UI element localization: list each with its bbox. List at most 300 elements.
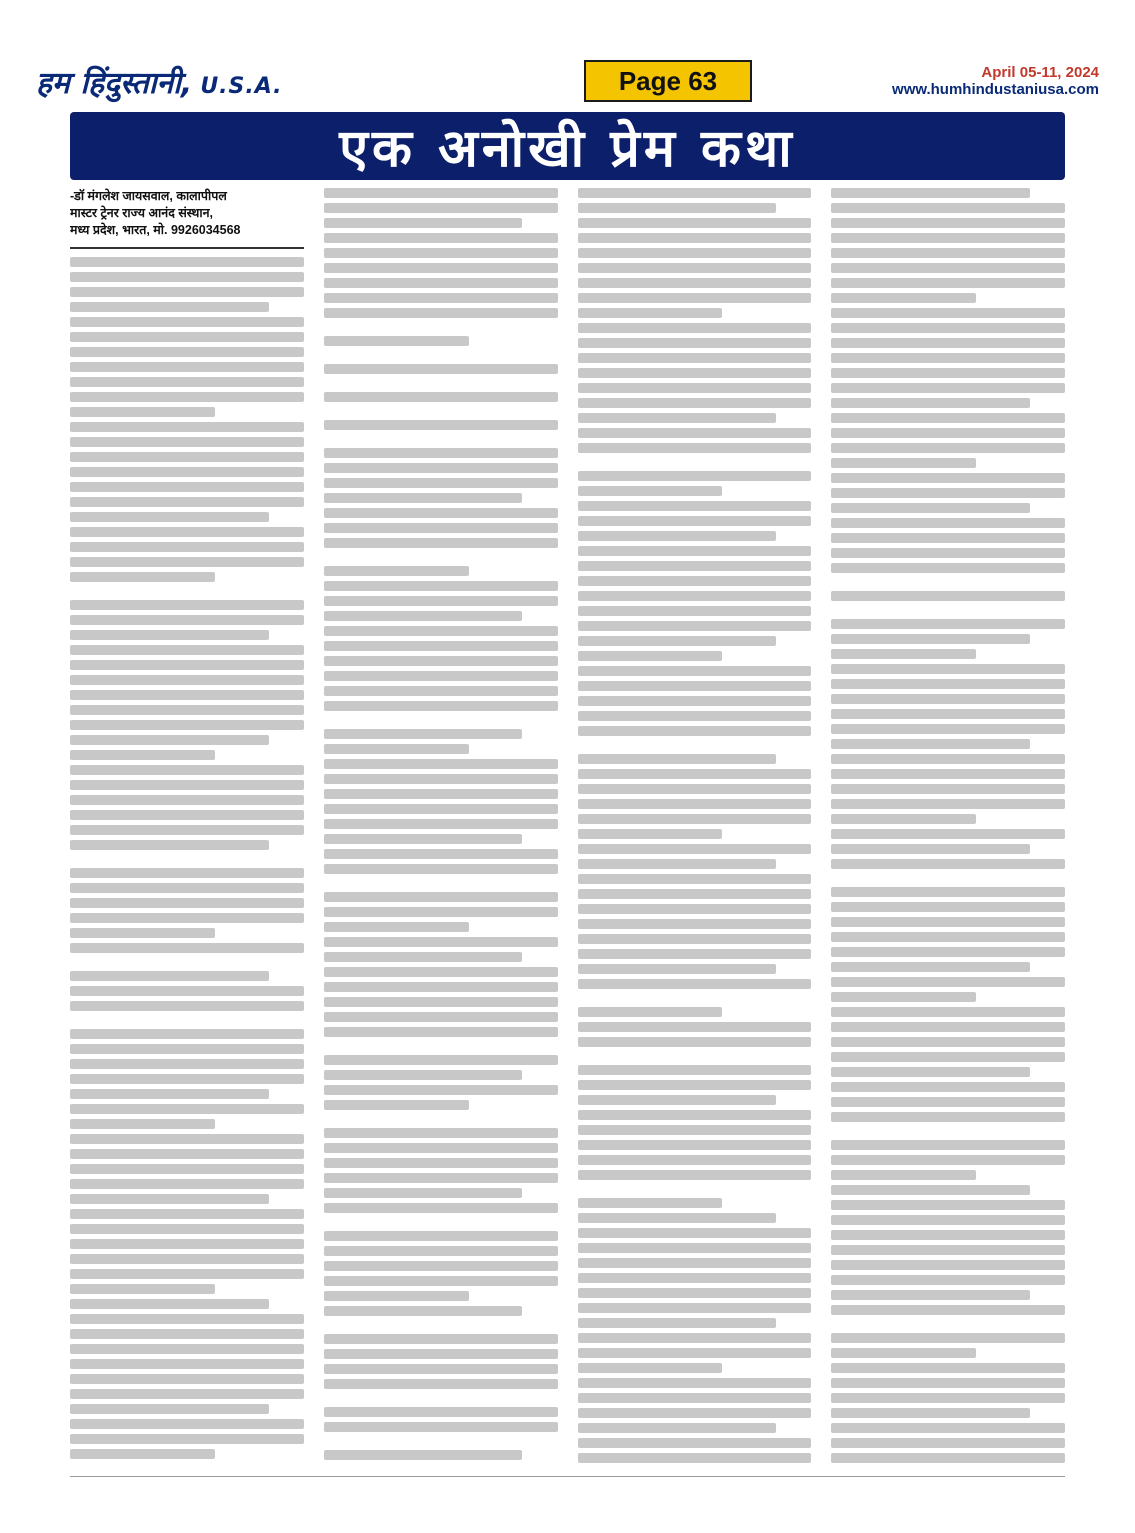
text-line-placeholder [70, 392, 304, 402]
text-line-placeholder [831, 338, 1065, 348]
text-line-placeholder [831, 368, 1065, 378]
text-line-placeholder [70, 527, 304, 537]
text-line-placeholder [324, 774, 558, 784]
text-line-placeholder [578, 726, 812, 736]
text-line-placeholder [578, 1110, 812, 1120]
text-line-placeholder [831, 709, 1065, 719]
text-line-placeholder [578, 784, 812, 794]
text-line-placeholder [70, 302, 269, 312]
text-line-placeholder [578, 413, 777, 423]
text-line-placeholder [578, 1318, 777, 1328]
text-line-placeholder [578, 606, 812, 616]
text-line-placeholder [831, 1037, 1065, 1047]
text-line-placeholder [324, 1364, 558, 1374]
text-line-placeholder [831, 1155, 1065, 1165]
headline-banner [70, 112, 1065, 180]
text-line-placeholder [831, 1453, 1065, 1463]
text-line-placeholder [70, 1344, 304, 1354]
text-line-placeholder [70, 1164, 304, 1174]
text-line-placeholder [70, 1029, 304, 1039]
text-line-placeholder [831, 932, 1065, 942]
text-line-placeholder [831, 1215, 1065, 1225]
text-line-placeholder [578, 666, 812, 676]
text-line-placeholder [578, 1155, 812, 1165]
text-line-placeholder [578, 561, 812, 571]
text-line-placeholder [324, 759, 558, 769]
text-line-placeholder [831, 1112, 1065, 1122]
page-number-box: Page 63 [584, 60, 752, 102]
text-line-placeholder [578, 248, 812, 258]
text-line-placeholder [578, 1228, 812, 1238]
text-line-placeholder [324, 1143, 558, 1153]
text-line-placeholder [324, 1306, 523, 1316]
body-text-placeholder [831, 188, 1065, 1463]
text-line-placeholder [324, 203, 558, 213]
text-line-placeholder [578, 1363, 723, 1373]
text-line-placeholder [578, 428, 812, 438]
text-line-placeholder [324, 1291, 469, 1301]
text-line-placeholder [831, 548, 1065, 558]
text-line-placeholder [831, 278, 1065, 288]
text-line-placeholder [324, 523, 558, 533]
text-line-placeholder [70, 1044, 304, 1054]
text-line-placeholder [324, 1128, 558, 1138]
text-line-placeholder [578, 1393, 812, 1403]
text-line-placeholder [578, 1408, 812, 1418]
article-headline: एक अनोखी प्रेम कथा [339, 118, 796, 179]
text-line-placeholder [70, 422, 304, 432]
text-line-placeholder [831, 591, 1065, 601]
text-line-placeholder [70, 1254, 304, 1264]
text-line-placeholder [578, 949, 812, 959]
text-line-placeholder [831, 977, 1065, 987]
text-line-placeholder [70, 630, 269, 640]
text-line-placeholder [70, 840, 269, 850]
text-line-placeholder [70, 705, 304, 715]
text-line-placeholder [578, 1333, 812, 1343]
text-line-placeholder [578, 471, 812, 481]
text-line-placeholder [578, 368, 812, 378]
byline-line-1: -डॉ मंगलेश जायसवाल, कालापीपल [70, 189, 227, 203]
text-line-placeholder [70, 452, 304, 462]
text-line-placeholder [578, 919, 812, 929]
article-column-3 [578, 188, 812, 1469]
text-line-placeholder [70, 645, 304, 655]
text-line-placeholder [578, 1198, 723, 1208]
text-line-placeholder [578, 681, 812, 691]
text-line-placeholder [831, 1393, 1065, 1403]
text-line-placeholder [831, 518, 1065, 528]
text-line-placeholder [324, 336, 469, 346]
text-line-placeholder [324, 834, 523, 844]
text-line-placeholder [831, 1333, 1065, 1343]
text-line-placeholder [324, 1450, 523, 1460]
text-line-placeholder [70, 362, 304, 372]
text-line-placeholder [70, 898, 304, 908]
text-line-placeholder [578, 323, 812, 333]
text-line-placeholder [324, 1027, 558, 1037]
byline-line-3: मध्य प्रदेश, भारत, मो. 9926034568 [70, 223, 241, 237]
text-line-placeholder [70, 1359, 304, 1369]
text-line-placeholder [831, 844, 1030, 854]
text-line-placeholder [578, 1378, 812, 1388]
text-line-placeholder [70, 883, 304, 893]
text-line-placeholder [578, 398, 812, 408]
text-line-placeholder [831, 1097, 1065, 1107]
article-body [70, 188, 1065, 1469]
text-line-placeholder [324, 463, 558, 473]
text-line-placeholder [324, 392, 558, 402]
text-line-placeholder [70, 332, 304, 342]
text-line-placeholder [578, 546, 812, 556]
text-line-placeholder [324, 626, 558, 636]
text-line-placeholder [70, 482, 304, 492]
text-line-placeholder [578, 486, 723, 496]
text-line-placeholder [70, 660, 304, 670]
text-line-placeholder [831, 769, 1065, 779]
text-line-placeholder [831, 917, 1065, 927]
text-line-placeholder [324, 1334, 558, 1344]
text-line-placeholder [578, 218, 812, 228]
text-line-placeholder [831, 308, 1065, 318]
text-line-placeholder [831, 1363, 1065, 1373]
text-line-placeholder [70, 1074, 304, 1084]
text-line-placeholder [324, 804, 558, 814]
text-line-placeholder [324, 1349, 558, 1359]
text-line-placeholder [578, 353, 812, 363]
text-line-placeholder [70, 1089, 269, 1099]
text-line-placeholder [70, 1314, 304, 1324]
text-line-placeholder [324, 744, 469, 754]
text-line-placeholder [70, 735, 269, 745]
text-line-placeholder [578, 1007, 723, 1017]
text-line-placeholder [831, 634, 1030, 644]
text-line-placeholder [831, 649, 976, 659]
text-line-placeholder [831, 503, 1030, 513]
text-line-placeholder [70, 795, 304, 805]
text-line-placeholder [831, 1275, 1065, 1285]
text-line-placeholder [324, 1055, 558, 1065]
text-line-placeholder [578, 1140, 812, 1150]
text-line-placeholder [324, 420, 558, 430]
text-line-placeholder [831, 754, 1065, 764]
text-line-placeholder [324, 1379, 558, 1389]
text-line-placeholder [578, 1095, 777, 1105]
text-line-placeholder [70, 437, 304, 447]
text-line-placeholder [831, 398, 1030, 408]
text-line-placeholder [578, 889, 812, 899]
text-line-placeholder [324, 508, 558, 518]
text-line-placeholder [324, 1261, 558, 1271]
text-line-placeholder [578, 711, 812, 721]
text-line-placeholder [578, 516, 812, 526]
text-line-placeholder [324, 1276, 558, 1286]
text-line-placeholder [70, 1224, 304, 1234]
text-line-placeholder [831, 443, 1065, 453]
text-line-placeholder [578, 1258, 812, 1268]
text-line-placeholder [324, 641, 558, 651]
text-line-placeholder [324, 1203, 558, 1213]
article-column-1 [70, 188, 304, 1469]
text-line-placeholder [70, 1059, 304, 1069]
text-line-placeholder [831, 1423, 1065, 1433]
text-line-placeholder [578, 874, 812, 884]
text-line-placeholder [578, 1453, 812, 1463]
text-line-placeholder [70, 1239, 304, 1249]
text-line-placeholder [578, 203, 777, 213]
text-line-placeholder [831, 203, 1065, 213]
text-line-placeholder [578, 814, 812, 824]
text-line-placeholder [324, 1231, 558, 1241]
text-line-placeholder [578, 1125, 812, 1135]
text-line-placeholder [831, 1007, 1065, 1017]
text-line-placeholder [578, 576, 812, 586]
text-line-placeholder [831, 1140, 1065, 1150]
text-line-placeholder [70, 810, 304, 820]
text-line-placeholder [578, 964, 777, 974]
text-line-placeholder [70, 825, 304, 835]
text-line-placeholder [70, 1194, 269, 1204]
text-line-placeholder [324, 233, 558, 243]
text-line-placeholder [324, 819, 558, 829]
text-line-placeholder [324, 937, 558, 947]
text-line-placeholder [324, 263, 558, 273]
text-line-placeholder [578, 531, 777, 541]
text-line-placeholder [324, 478, 558, 488]
text-line-placeholder [324, 1070, 523, 1080]
text-line-placeholder [578, 308, 723, 318]
text-line-placeholder [578, 278, 812, 288]
text-line-placeholder [831, 1170, 976, 1180]
masthead [36, 56, 1099, 106]
text-line-placeholder [70, 377, 304, 387]
text-line-placeholder [70, 1299, 269, 1309]
text-line-placeholder [70, 407, 215, 417]
text-line-placeholder [831, 1290, 1030, 1300]
text-line-placeholder [324, 1158, 558, 1168]
text-line-placeholder [831, 1230, 1065, 1240]
text-line-placeholder [324, 248, 558, 258]
text-line-placeholder [578, 1022, 812, 1032]
text-line-placeholder [831, 679, 1065, 689]
text-line-placeholder [70, 1269, 304, 1279]
text-line-placeholder [578, 829, 723, 839]
text-line-placeholder [831, 473, 1065, 483]
text-line-placeholder [831, 218, 1065, 228]
text-line-placeholder [831, 1305, 1065, 1315]
text-line-placeholder [831, 263, 1065, 273]
text-line-placeholder [578, 1213, 777, 1223]
text-line-placeholder [70, 317, 304, 327]
text-line-placeholder [831, 188, 1030, 198]
text-line-placeholder [578, 383, 812, 393]
text-line-placeholder [578, 1303, 812, 1313]
text-line-placeholder [831, 902, 1065, 912]
text-line-placeholder [70, 272, 304, 282]
text-line-placeholder [324, 611, 523, 621]
text-line-placeholder [70, 467, 304, 477]
text-line-placeholder [578, 1423, 777, 1433]
text-line-placeholder [70, 1449, 215, 1459]
text-line-placeholder [831, 383, 1065, 393]
text-line-placeholder [324, 997, 558, 1007]
byline-line-2: मास्टर ट्रेनर राज्य आनंद संस्थान, [70, 206, 214, 220]
text-line-placeholder [324, 1173, 558, 1183]
text-line-placeholder [831, 428, 1065, 438]
text-line-placeholder [324, 656, 558, 666]
text-line-placeholder [324, 1012, 558, 1022]
text-line-placeholder [324, 1422, 558, 1432]
text-line-placeholder [70, 287, 304, 297]
text-line-placeholder [831, 784, 1065, 794]
text-line-placeholder [324, 686, 558, 696]
text-line-placeholder [324, 1407, 558, 1417]
text-line-placeholder [578, 696, 812, 706]
text-line-placeholder [831, 458, 976, 468]
text-line-placeholder [324, 596, 558, 606]
text-line-placeholder [578, 844, 812, 854]
text-line-placeholder [324, 952, 523, 962]
text-line-placeholder [578, 1080, 812, 1090]
text-line-placeholder [578, 188, 812, 198]
text-line-placeholder [831, 1348, 976, 1358]
text-line-placeholder [831, 799, 1065, 809]
text-line-placeholder [831, 1378, 1065, 1388]
text-line-placeholder [831, 619, 1065, 629]
text-line-placeholder [578, 263, 812, 273]
text-line-placeholder [70, 928, 215, 938]
text-line-placeholder [70, 1374, 304, 1384]
text-line-placeholder [324, 671, 558, 681]
text-line-placeholder [831, 533, 1065, 543]
text-line-placeholder [70, 257, 304, 267]
text-line-placeholder [70, 1329, 304, 1339]
text-line-placeholder [831, 1082, 1065, 1092]
text-line-placeholder [324, 1246, 558, 1256]
text-line-placeholder [324, 1188, 523, 1198]
text-line-placeholder [70, 986, 304, 996]
text-line-placeholder [70, 765, 304, 775]
text-line-placeholder [324, 188, 558, 198]
body-text-placeholder [578, 188, 812, 1463]
text-line-placeholder [324, 278, 558, 288]
text-line-placeholder [578, 1438, 812, 1448]
text-line-placeholder [324, 982, 558, 992]
text-line-placeholder [831, 1067, 1030, 1077]
text-line-placeholder [70, 750, 215, 760]
article-column-4 [831, 188, 1065, 1469]
text-line-placeholder [831, 694, 1065, 704]
text-line-placeholder [70, 971, 269, 981]
text-line-placeholder [324, 701, 558, 711]
text-line-placeholder [324, 922, 469, 932]
brand-hindi: हम हिंदुस्तानी, [36, 65, 193, 101]
text-line-placeholder [324, 218, 523, 228]
text-line-placeholder [831, 962, 1030, 972]
text-line-placeholder [70, 557, 304, 567]
issue-date: April 05-11, 2024 [981, 64, 1099, 81]
text-line-placeholder [578, 591, 812, 601]
text-line-placeholder [578, 859, 777, 869]
text-line-placeholder [70, 1149, 304, 1159]
brand-usa: U.S.A. [200, 73, 283, 99]
text-line-placeholder [831, 563, 1065, 573]
text-line-placeholder [324, 967, 558, 977]
text-line-placeholder [578, 1065, 812, 1075]
text-line-placeholder [578, 1243, 812, 1253]
text-line-placeholder [70, 1284, 215, 1294]
text-line-placeholder [831, 248, 1065, 258]
text-line-placeholder [831, 1052, 1065, 1062]
text-line-placeholder [831, 947, 1065, 957]
text-line-placeholder [324, 892, 558, 902]
text-line-placeholder [324, 849, 558, 859]
website-link[interactable]: www.humhindustaniusa.com [892, 81, 1099, 98]
text-line-placeholder [578, 293, 812, 303]
text-line-placeholder [831, 353, 1065, 363]
text-line-placeholder [578, 1037, 812, 1047]
text-line-placeholder [324, 308, 558, 318]
text-line-placeholder [578, 501, 812, 511]
text-line-placeholder [831, 814, 976, 824]
text-line-placeholder [70, 913, 304, 923]
brand-logo [36, 61, 283, 102]
text-line-placeholder [578, 934, 812, 944]
text-line-placeholder [578, 338, 812, 348]
text-line-placeholder [70, 1134, 304, 1144]
text-line-placeholder [70, 347, 304, 357]
text-line-placeholder [831, 1260, 1065, 1270]
text-line-placeholder [70, 1119, 215, 1129]
text-line-placeholder [578, 1288, 812, 1298]
text-line-placeholder [70, 1389, 304, 1399]
text-line-placeholder [70, 690, 304, 700]
text-line-placeholder [324, 566, 469, 576]
text-line-placeholder [578, 636, 777, 646]
text-line-placeholder [324, 1100, 469, 1110]
text-line-placeholder [578, 1273, 812, 1283]
text-line-placeholder [831, 664, 1065, 674]
text-line-placeholder [324, 1085, 558, 1095]
text-line-placeholder [70, 615, 304, 625]
text-line-placeholder [831, 992, 976, 1002]
text-line-placeholder [70, 1001, 304, 1011]
text-line-placeholder [70, 512, 269, 522]
text-line-placeholder [324, 364, 558, 374]
text-line-placeholder [831, 413, 1065, 423]
text-line-placeholder [578, 651, 723, 661]
text-line-placeholder [831, 1200, 1065, 1210]
text-line-placeholder [578, 769, 812, 779]
text-line-placeholder [831, 739, 1030, 749]
text-line-placeholder [324, 493, 523, 503]
text-line-placeholder [70, 1179, 304, 1189]
text-line-placeholder [70, 943, 304, 953]
text-line-placeholder [324, 907, 558, 917]
text-line-placeholder [70, 720, 304, 730]
text-line-placeholder [70, 497, 304, 507]
text-line-placeholder [831, 1245, 1065, 1255]
text-line-placeholder [70, 600, 304, 610]
text-line-placeholder [578, 1348, 812, 1358]
body-text-placeholder [70, 257, 304, 1459]
text-line-placeholder [831, 887, 1065, 897]
text-line-placeholder [578, 799, 812, 809]
text-line-placeholder [70, 780, 304, 790]
text-line-placeholder [578, 233, 812, 243]
masthead-right [892, 64, 1099, 98]
text-line-placeholder [831, 323, 1065, 333]
